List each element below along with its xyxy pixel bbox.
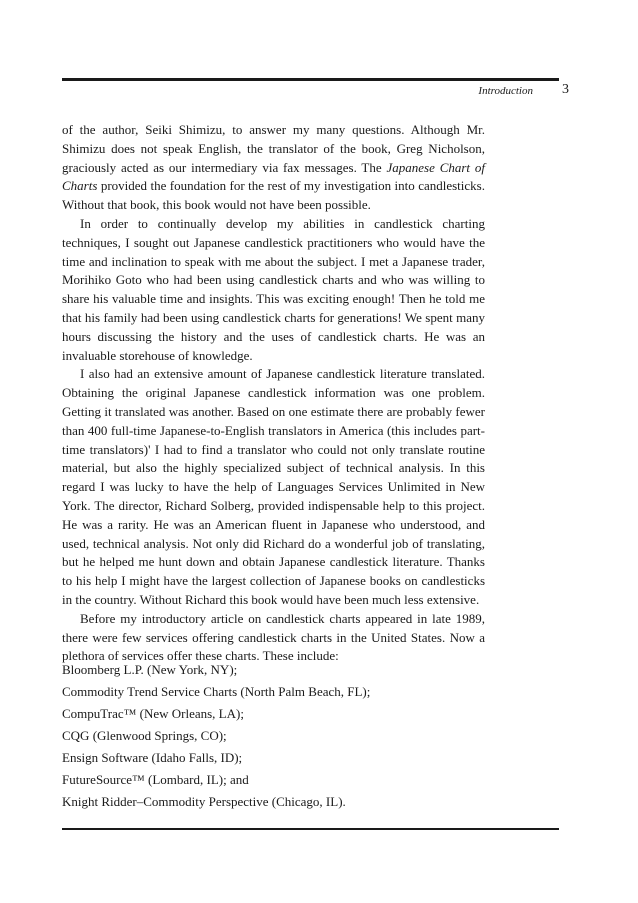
running-title: Introduction [478,85,533,97]
body-text [62,121,485,666]
header-rule [62,78,559,81]
paragraph-1 [62,121,485,215]
paragraph-4: Before my introductory article on candlestick charts appeared in late 1989, there were few services offering candlestick charts in the United States. Now a plethora of services offer these charts. These include: [62,610,485,664]
services-list [62,659,502,813]
paragraph-1-text-a: of the author, Seiki Shimizu, to answer my many questions. Although Mr. Shimizu does not speak English, the translator of the book, Greg Nicholson, graciously acted as our intermediary via fax messages. The [62,122,485,175]
paragraph-1-text-b: provided the foundation for the rest of my investigation into candlesticks. Without that book, this book would not have been possible. [62,178,485,213]
list-item: CompuTrac™ (New Orleans, LA); [62,706,244,721]
list-item: Ensign Software (Idaho Falls, ID); [62,750,243,765]
list-item: Commodity Trend Service Charts (North Palm Beach, FL); [62,684,371,699]
list-item: Bloomberg L.P. (New York, NY); [62,662,238,677]
running-head [62,83,569,101]
paragraph-2: In order to continually develop my abilities in candlestick charting techniques, I sought out Japanese candlestick practitioners who would have the time and inclination to speak with me about the subject. I met a Japanese trader, Morihiko Goto who had been using candlestick charts and who was willing to share his valuable time and insights. This was exciting enough! Then he told me that his family had been using candlestick charts for generations! We spent many hours discussing the history and the uses of candlestick charts. He was an invaluable storehouse of knowledge. [62,215,485,363]
page-number: 3 [562,82,569,97]
book-title: Japanese Chart of Charts [62,159,485,194]
list-item: FutureSource™ (Lombard, IL); and [62,772,249,787]
list-item: Knight Ridder–Commodity Perspective (Chicago, IL). [62,794,346,809]
footer-rule [62,828,559,830]
paragraph-3: I also had an extensive amount of Japanese candlestick literature translated. Obtaining the original Japanese candlestick information was one problem. Getting it translated was another. Based on one estimate there are probably fewer than 400 full-time Japanese-to-English translators in America (this includes part-time translators)' I had to find a translator who could not only translate routine material, but also the highly specialized subject of technical analysis. In this regard I was lucky to have the help of Languages Services Unlimited in New York. The director, Richard Solberg, provided indispensable help to this project. He was a rarity. He was an American fluent in Japanese who understood, and used, technical analysis. Not only did Richard do a wonderful job of translating, but he helped me hunt down and obtain Japanese candlestick literature. Thanks to his help I might have the largest collection of Japanese books on candlesticks in the country. Without Richard this book would have been much less extensive. [62,366,485,607]
list-item: CQG (Glenwood Springs, CO); [62,728,227,743]
